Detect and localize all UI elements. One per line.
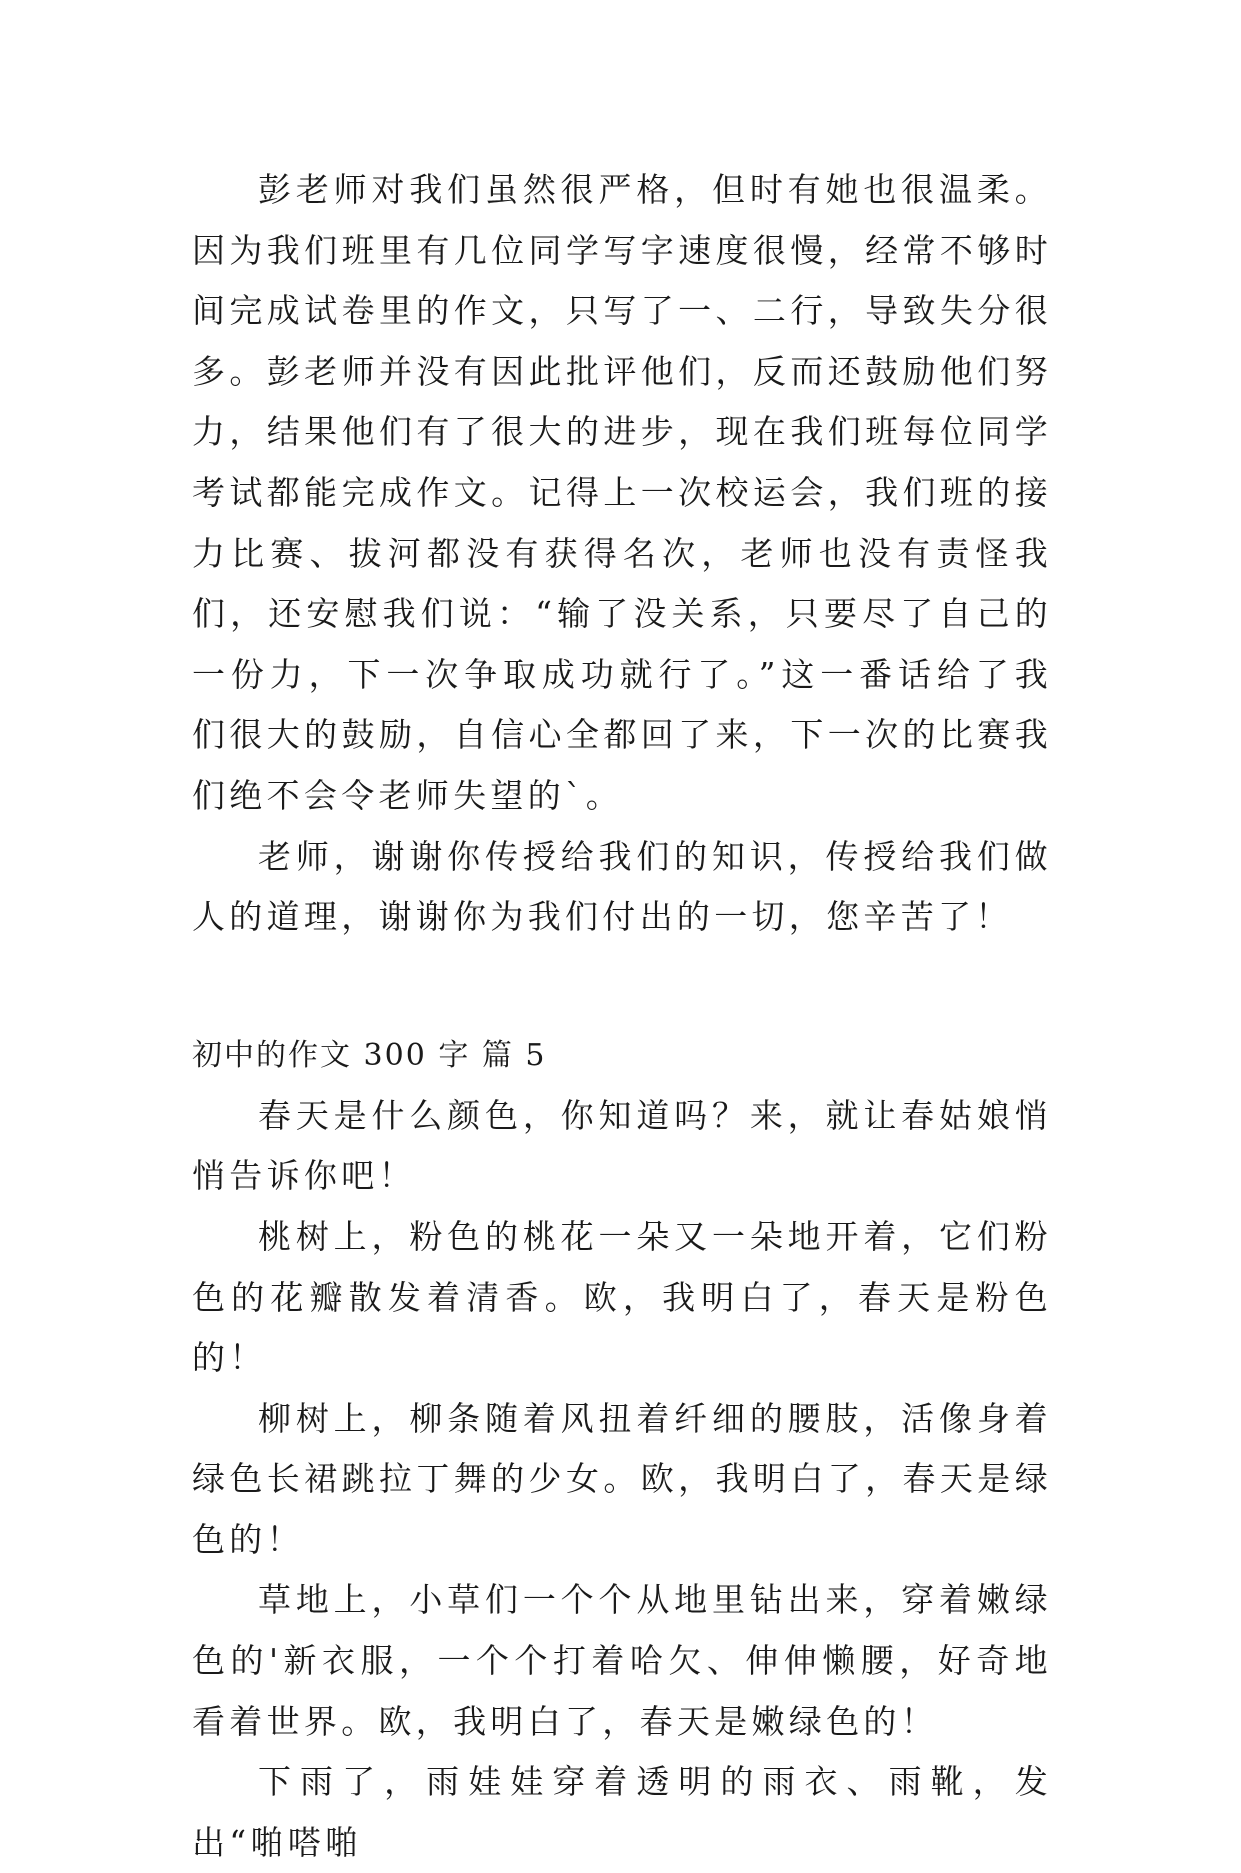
paragraph: 春天是什么颜色，你知道吗？来，就让春姑娘悄悄告诉你吧！ bbox=[192, 1095, 1052, 1196]
document-page bbox=[192, 160, 1052, 1873]
section-heading: 初中的作文 300 字 篇 5 bbox=[192, 1037, 547, 1073]
paragraph: 桃树上，粉色的桃花一朵又一朵地开着，它们粉色的花瓣散发着清香。欧，我明白了，春天是粉色的！ bbox=[192, 1216, 1052, 1378]
paragraph: 下雨了，雨娃娃穿着透明的雨衣、雨靴，发出“啪嗒啪 bbox=[192, 1762, 1052, 1862]
paragraph: 柳树上，柳条随着风扭着纤细的腰肢，活像身着绿色长裙跳拉丁舞的少女。欧，我明白了，春天是绿色的！ bbox=[192, 1398, 1052, 1559]
paragraph: 彭老师对我们虽然很严格，但时有她也很温柔。因为我们班里有几位同学写字速度很慢，经常不够时间完成试卷里的作文，只写了一、二行，导致失分很多。彭老师并没有因此批评他们，反而还鼓励他们努力，结果他们有了很大的进步，现在我们班每位同学考试都能完成作文。记得上一次校运会，我们班的接力比赛、拔河都没有获得名次，老师也没有责怪我们，还安慰我们说：“输了没关系，只要尽了自己的一份力，下一次争取成功就行了。”这一番话给了我们很大的鼓励，自信心全都回了来，下一次的比赛我们绝不会令老师失望的`。 bbox=[192, 170, 1052, 815]
paragraph: 草地上，小草们一个个从地里钻出来，穿着嫩绿色的'新衣服，一个个打着哈欠、伸伸懒腰，好奇地看着世界。欧，我明白了，春天是嫩绿色的！ bbox=[192, 1580, 1052, 1741]
paragraph: 老师，谢谢你传授给我们的知识，传授给我们做人的道理，谢谢你为我们付出的一切，您辛苦了！ bbox=[192, 836, 1052, 937]
